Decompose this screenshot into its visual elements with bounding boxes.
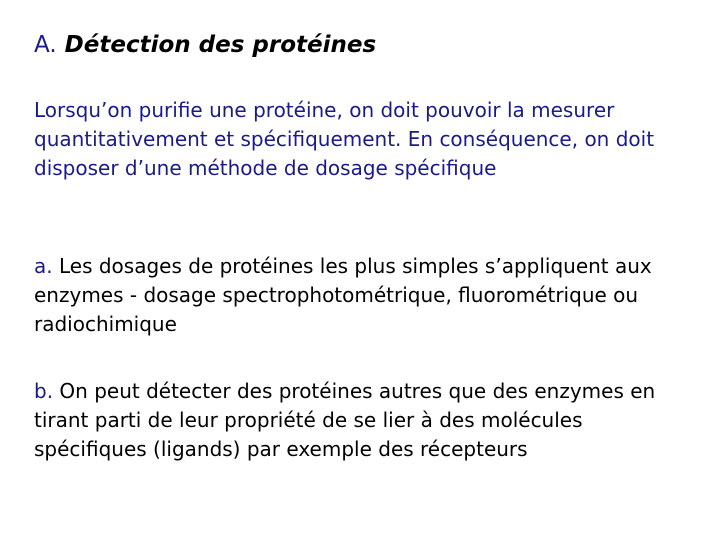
- slide-title: [34, 28, 694, 62]
- point-b-prefix: b.: [34, 379, 54, 403]
- point-a: [34, 252, 700, 339]
- point-a-prefix: a.: [34, 254, 53, 278]
- intro-paragraph: Lorsqu’on purifie une protéine, on doit pouvoir la mesurer quantitativement et spécifiquement. En conséquence, on doit disposer d’une méthode de dosage spécifique: [34, 98, 655, 180]
- title-prefix: A.: [34, 32, 57, 58]
- point-b-text: On peut détecter des protéines autres que des enzymes en tirant parti de leur propriété de se lier à des molécules spécifiques (ligands) par exemple des récepteurs: [34, 379, 656, 461]
- title-text: Détection des protéines: [64, 32, 377, 58]
- point-b: [34, 377, 700, 464]
- point-a-text: Les dosages de protéines les plus simples s’appliquent aux enzymes - dosage spectrophotométrique, fluorométrique ou radiochimique: [34, 254, 652, 336]
